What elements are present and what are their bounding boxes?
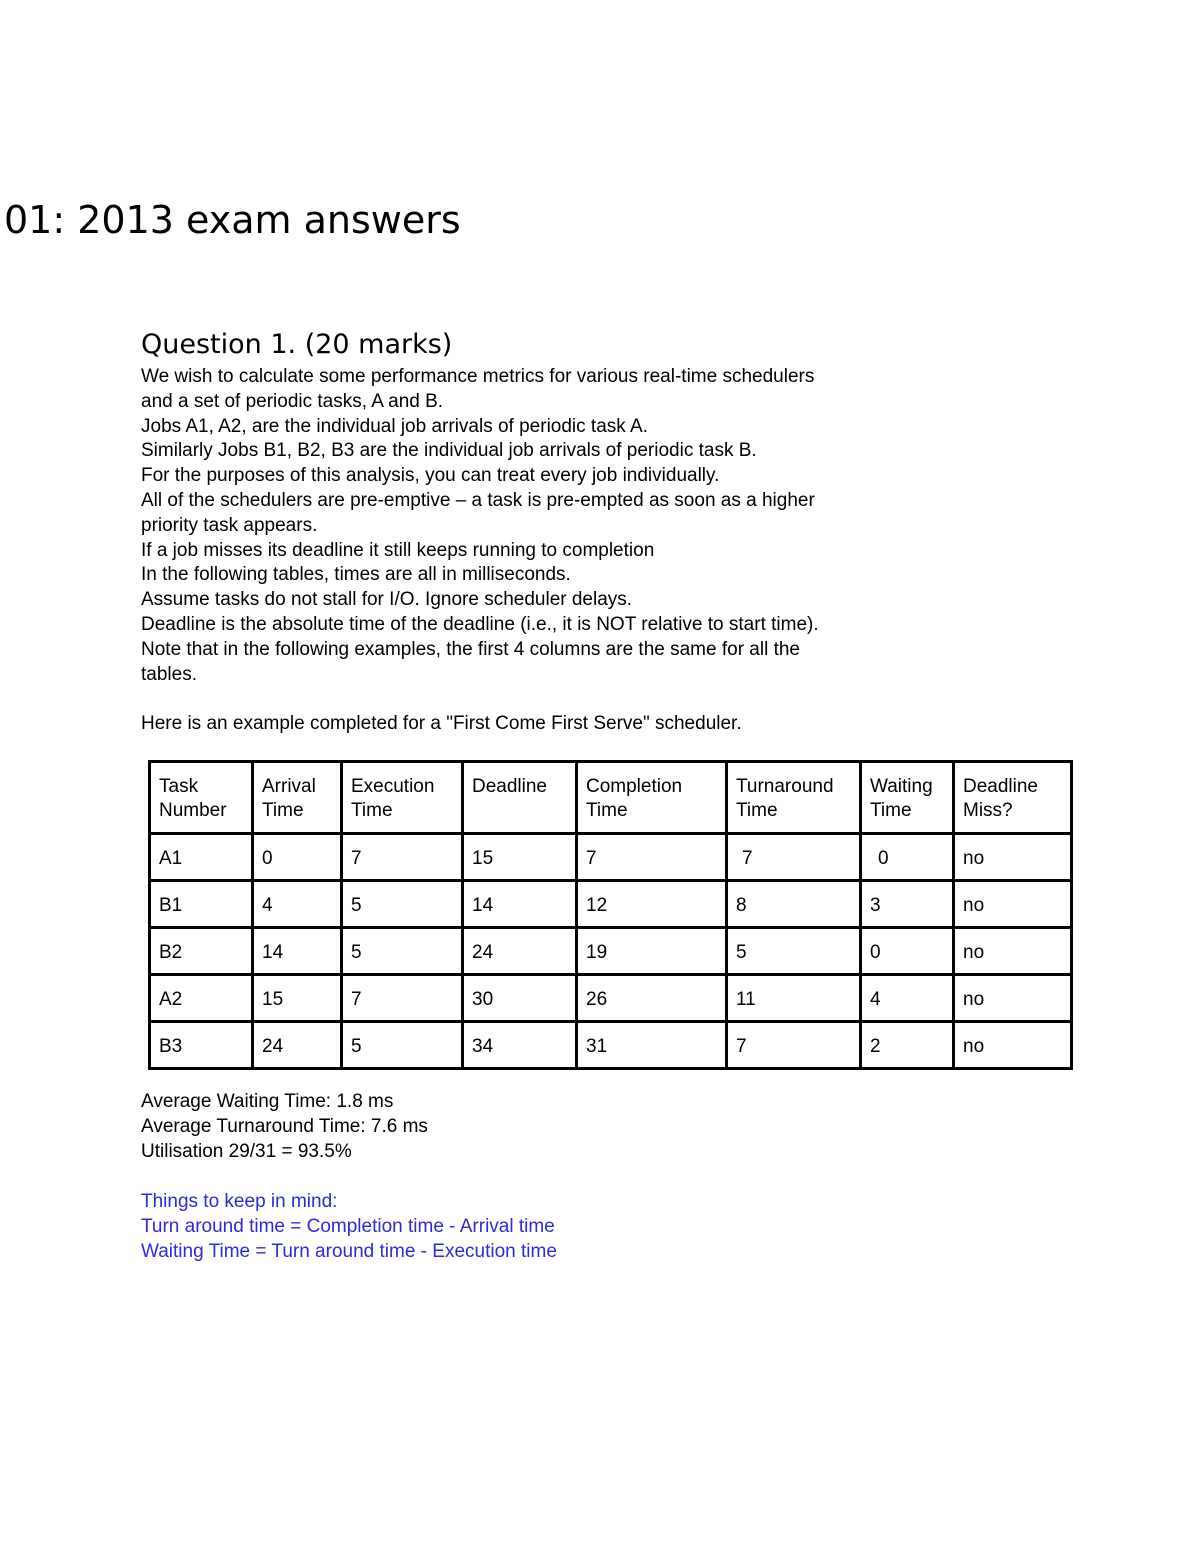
header-deadline bbox=[463, 762, 577, 834]
cell-waiting: 0 bbox=[861, 928, 954, 975]
header-line: Miss? bbox=[963, 800, 1013, 821]
header-line: Time bbox=[586, 800, 628, 821]
cell-turnaround: 7 bbox=[727, 834, 861, 881]
question-line: Jobs A1, A2, are the individual job arrivals of periodic task A. bbox=[141, 415, 648, 437]
table-row bbox=[150, 834, 1072, 881]
question-line: Similarly Jobs B1, B2, B3 are the individual job arrivals of periodic task B. bbox=[141, 440, 757, 462]
summary-block bbox=[141, 1090, 428, 1164]
table-row bbox=[150, 881, 1072, 928]
cell-turnaround: 5 bbox=[727, 928, 861, 975]
question-line: We wish to calculate some performance metrics for various real-time schedulers bbox=[141, 366, 815, 387]
cell-arrival: 14 bbox=[253, 928, 342, 975]
cell-turnaround: 8 bbox=[727, 881, 861, 928]
cell-waiting: 2 bbox=[861, 1022, 954, 1069]
example-intro: Here is an example completed for a "First Come First Serve" scheduler. bbox=[141, 713, 742, 735]
cell-deadline-miss: no bbox=[954, 928, 1072, 975]
cell-completion: 7 bbox=[577, 834, 727, 881]
header-line: Number bbox=[159, 800, 227, 821]
cell-completion: 31 bbox=[577, 1022, 727, 1069]
header-execution-time bbox=[342, 762, 463, 834]
cell-waiting: 3 bbox=[861, 881, 954, 928]
waiting-formula: Waiting Time = Turn around time - Execution time bbox=[141, 1240, 557, 1262]
header-line: Execution bbox=[351, 776, 435, 797]
cell-task: B2 bbox=[150, 928, 253, 975]
question-line: If a job misses its deadline it still keeps running to completion bbox=[141, 539, 655, 561]
header-line: Time bbox=[351, 800, 393, 821]
cell-arrival: 4 bbox=[253, 881, 342, 928]
header-deadline-miss bbox=[954, 762, 1072, 834]
cell-execution: 5 bbox=[342, 881, 463, 928]
cell-execution: 5 bbox=[342, 928, 463, 975]
turnaround-formula: Turn around time = Completion time - Arrival time bbox=[141, 1215, 555, 1237]
header-line: Arrival bbox=[262, 776, 316, 797]
header-turnaround-time bbox=[727, 762, 861, 834]
header-task-number bbox=[150, 762, 253, 834]
cell-completion: 26 bbox=[577, 975, 727, 1022]
question-line: For the purposes of this analysis, you can treat every job individually. bbox=[141, 465, 720, 487]
question-line: Assume tasks do not stall for I/O. Ignore scheduler delays. bbox=[141, 589, 633, 611]
header-line: Waiting bbox=[870, 776, 933, 797]
cell-task: A2 bbox=[150, 975, 253, 1022]
cell-completion: 19 bbox=[577, 928, 727, 975]
cell-deadline-miss: no bbox=[954, 1022, 1072, 1069]
cell-turnaround: 11 bbox=[727, 975, 861, 1022]
cell-execution: 7 bbox=[342, 975, 463, 1022]
header-line: Deadline bbox=[472, 776, 547, 797]
notes-heading: Things to keep in mind: bbox=[141, 1191, 338, 1212]
cell-deadline-miss: no bbox=[954, 881, 1072, 928]
question-line: and a set of periodic tasks, A and B. bbox=[141, 390, 444, 412]
cell-waiting: 4 bbox=[861, 975, 954, 1022]
header-line: Turnaround bbox=[736, 776, 834, 797]
table-header-row bbox=[150, 762, 1072, 834]
question-line: All of the schedulers are pre-emptive – a task is pre-empted as soon as a higher bbox=[141, 489, 815, 511]
header-waiting-time bbox=[861, 762, 954, 834]
cell-task: A1 bbox=[150, 834, 253, 881]
cell-deadline-miss: no bbox=[954, 975, 1072, 1022]
question-line: In the following tables, times are all in milliseconds. bbox=[141, 564, 571, 586]
table-row bbox=[150, 1022, 1072, 1069]
cell-turnaround: 7 bbox=[727, 1022, 861, 1069]
cell-arrival: 24 bbox=[253, 1022, 342, 1069]
question-line: Note that in the following examples, the first 4 columns are the same for all the bbox=[141, 638, 800, 660]
cell-arrival: 0 bbox=[253, 834, 342, 881]
cell-arrival: 15 bbox=[253, 975, 342, 1022]
cell-waiting: 0 bbox=[861, 834, 954, 881]
question-body bbox=[141, 365, 941, 737]
cell-completion: 12 bbox=[577, 881, 727, 928]
question-line: tables. bbox=[141, 663, 197, 685]
question-line: Deadline is the absolute time of the deadline (i.e., it is NOT relative to start time). bbox=[141, 613, 819, 635]
cell-task: B1 bbox=[150, 881, 253, 928]
table-row bbox=[150, 975, 1072, 1022]
header-line: Deadline bbox=[963, 776, 1038, 797]
header-line: Time bbox=[870, 800, 912, 821]
fcfs-schedule-table bbox=[148, 760, 1073, 1070]
cell-deadline-miss: no bbox=[954, 834, 1072, 881]
header-line: Time bbox=[262, 800, 304, 821]
cell-deadline: 15 bbox=[463, 834, 577, 881]
cell-deadline: 34 bbox=[463, 1022, 577, 1069]
cell-deadline: 30 bbox=[463, 975, 577, 1022]
question-line: priority task appears. bbox=[141, 514, 318, 536]
header-line: Completion bbox=[586, 776, 683, 797]
page-title: 01: 2013 exam answers bbox=[4, 198, 461, 242]
average-waiting-time: Average Waiting Time: 1.8 ms bbox=[141, 1091, 394, 1112]
cell-deadline: 14 bbox=[463, 881, 577, 928]
cell-execution: 5 bbox=[342, 1022, 463, 1069]
header-arrival-time bbox=[253, 762, 342, 834]
header-completion-time bbox=[577, 762, 727, 834]
average-turnaround-time: Average Turnaround Time: 7.6 ms bbox=[141, 1115, 428, 1137]
header-line: Time bbox=[736, 800, 778, 821]
notes-block bbox=[141, 1190, 557, 1264]
table-row bbox=[150, 928, 1072, 975]
blank-line bbox=[141, 687, 941, 712]
cell-task: B3 bbox=[150, 1022, 253, 1069]
cell-deadline: 24 bbox=[463, 928, 577, 975]
utilisation: Utilisation 29/31 = 93.5% bbox=[141, 1140, 352, 1162]
header-line: Task bbox=[159, 776, 199, 797]
cell-execution: 7 bbox=[342, 834, 463, 881]
question-heading: Question 1. (20 marks) bbox=[141, 329, 453, 360]
